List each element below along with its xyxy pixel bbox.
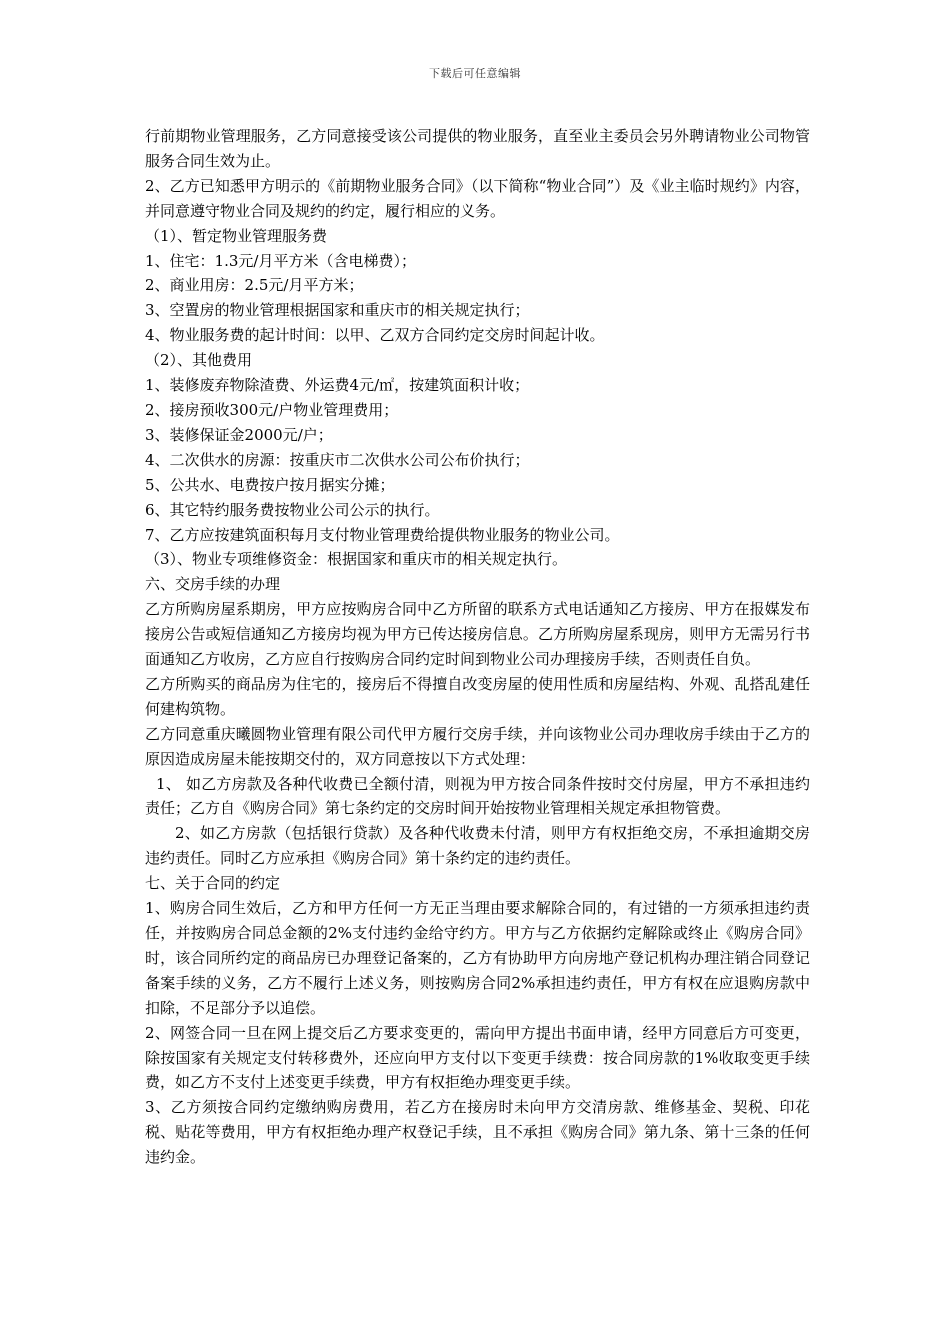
list-item: 2、网签合同一旦在网上提交后乙方要求变更的，需向甲方提出书面申请，经甲方同意后方可变更，除按国家有关规定支付转移费外，还应向甲方支付以下变更手续费：按合同房款的1%收取变更手续费，如乙方不支付上述变更手续费，甲方有权拒绝办理变更手续。 [145,1023,810,1092]
list-item: 3、空置房的物业管理根据国家和重庆市的相关规定执行； [145,301,530,320]
list-item: 1、装修废弃物除渣费、外运费4元/㎡，按建筑面积计收； [145,376,530,395]
document-body [145,124,810,1170]
paragraph: 乙方同意重庆曦圆物业管理有限公司代甲方履行交房手续，并向该物业公司办理收房手续由于乙方的原因造成房屋未能按期交付的，双方同意按以下方式处理： [145,724,810,768]
list-item: 3、装修保证金2000元/户； [145,425,333,444]
paragraph: 乙方所购房屋系期房，甲方应按购房合同中乙方所留的联系方式电话通知乙方接房、甲方在报媒发布接房公告或短信通知乙方接房均视为甲方已传达接房信息。乙方所购房屋系现房，则甲方无需另行书面通知乙方收房，乙方应自行按购房合同约定时间到物业公司办理接房手续，否则责任自负。 [145,600,810,669]
paragraph: 乙方所购买的商品房为住宅的，接房后不得擅自改变房屋的使用性质和房屋结构、外观、乱搭乱建任何建构筑物。 [145,674,810,718]
list-item: 1、 如乙方房款及各种代收费已全额付清，则视为甲方按合同条件按时交付房屋，甲方不承担违约责任；乙方自《购房合同》第七条约定的交房时间开始按物业管理相关规定承担物管费。 [145,774,810,818]
chapter-heading: 七、关于合同的约定 [145,874,281,893]
list-item: 1、购房合同生效后，乙方和甲方任何一方无正当理由要求解除合同的，有过错的一方须承担违约责任，并按购房合同总金额的2%支付违约金给守约方。甲方与乙方依据约定解除或终止《购房合同》时，该合同所约定的商品房已办理登记备案的，乙方有协助甲方向房地产登记机构办理注销合同登记备案手续的义务，乙方不履行上述义务，则按购房合同2%承担违约责任，甲方有权在应退购房款中扣除，不足部分予以追偿。 [145,899,810,1017]
list-item: 5、公共水、电费按户按月据实分摊； [145,475,395,494]
list-item: 2、商业用房：2.5元/月平方米； [145,276,364,295]
list-item: 2、接房预收300元/户物业管理费用； [145,400,399,419]
list-item: 4、物业服务费的起计时间：以甲、乙双方合同约定交房时间起计收。 [145,326,605,345]
list-item: 7、乙方应按建筑面积每月支付物业管理费给提供物业服务的物业公司。 [145,525,620,544]
section-heading: （1）、暂定物业管理服务费 [145,226,328,245]
paragraph: 2、乙方已知悉甲方明示的《前期物业服务合同》（以下简称“物业合同”）及《业主临时规约》内容，并同意遵守物业合同及规约的约定，履行相应的义务。 [145,176,810,220]
list-item: 3、乙方须按合同约定缴纳购房费用，若乙方在接房时未向甲方交清房款、维修基金、契税、印花税、贴花等费用，甲方有权拒绝办理产权登记手续，且不承担《购房合同》第九条、第十三条的任何违约金。 [145,1098,810,1167]
paragraph: 行前期物业管理服务，乙方同意接受该公司提供的物业服务，直至业主委员会另外聘请物业公司物管服务合同生效为止。 [145,127,810,170]
chapter-heading: 六、交房手续的办理 [145,575,281,594]
list-item: 4、二次供水的房源：按重庆市二次供水公司公布价执行； [145,450,530,469]
section-heading: （2）、其他费用 [145,351,253,370]
page-header: 下载后可任意编辑 [429,67,521,80]
list-item: 6、其它特约服务费按物业公司公示的执行。 [145,500,440,519]
section-heading: （3）、物业专项维修资金：根据国家和重庆市的相关规定执行。 [145,550,568,569]
list-item: 2、如乙方房款（包括银行贷款）及各种代收费未付清，则甲方有权拒绝交房，不承担逾期交房违约责任。同时乙方应承担《购房合同》第十条约定的违约责任。 [145,824,810,868]
list-item: 1、住宅：1.3元/月平方米（含电梯费）； [145,251,416,270]
